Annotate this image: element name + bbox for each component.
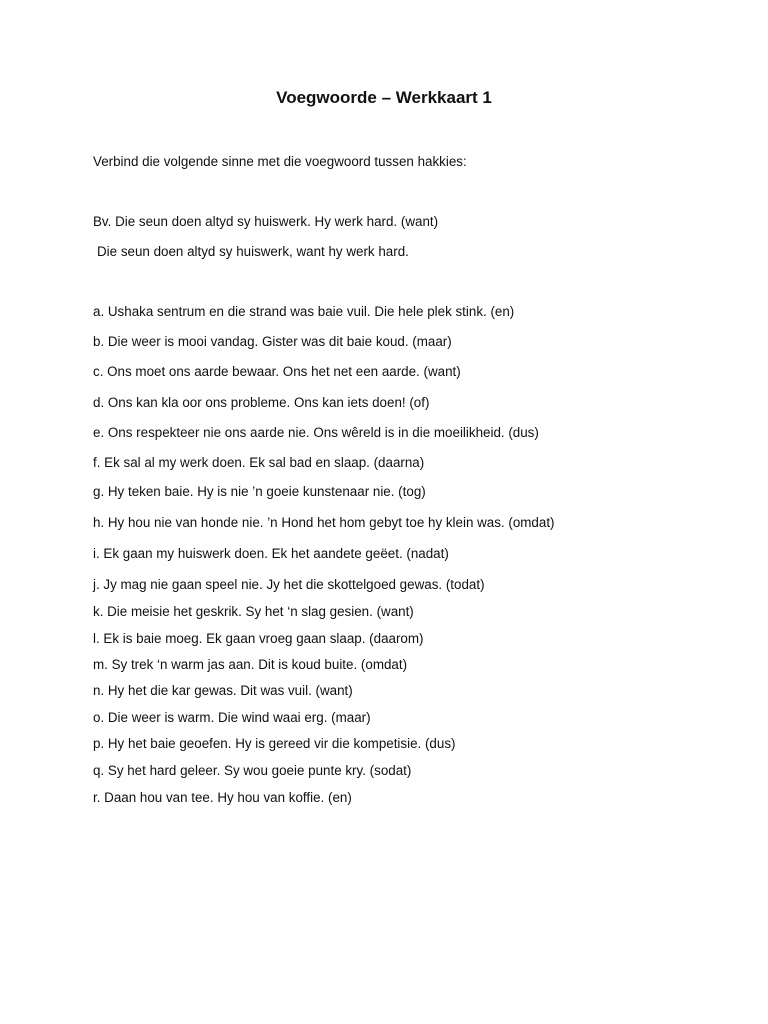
exercise-item-f: f. Ek sal al my werk doen. Ek sal bad en slaap. (daarna): [93, 455, 425, 470]
exercise-item-i: i. Ek gaan my huiswerk doen. Ek het aandete geëet. (nadat): [93, 546, 449, 561]
exercise-item-e: e. Ons respekteer nie ons aarde nie. Ons wêreld is in die moeilikheid. (dus): [93, 425, 539, 440]
exercise-item-j: j. Jy mag nie gaan speel nie. Jy het die skottelgoed gewas. (todat): [93, 577, 485, 592]
page-title: Voegwoorde – Werkkaart 1: [276, 88, 492, 107]
exercise-item-b: b. Die weer is mooi vandag. Gister was dit baie koud. (maar): [93, 334, 452, 349]
exercise-item-m: m. Sy trek ‘n warm jas aan. Dit is koud buite. (omdat): [93, 657, 408, 672]
exercise-item-n: n. Hy het die kar gewas. Dit was vuil. (want): [93, 683, 353, 698]
exercise-item-o: o. Die weer is warm. Die wind waai erg. (maar): [93, 710, 371, 725]
exercise-item-a: a. Ushaka sentrum en die strand was baie vuil. Die hele plek stink. (en): [93, 304, 515, 319]
instruction-text: Verbind die volgende sinne met die voegwoord tussen hakkies:: [93, 154, 467, 169]
example-question: Bv. Die seun doen altyd sy huiswerk. Hy werk hard. (want): [93, 214, 439, 229]
exercise-item-p: p. Hy het baie geoefen. Hy is gereed vir die kompetisie. (dus): [93, 736, 456, 751]
exercise-item-c: c. Ons moet ons aarde bewaar. Ons het net een aarde. (want): [93, 364, 461, 379]
exercise-item-l: l. Ek is baie moeg. Ek gaan vroeg gaan slaap. (daarom): [93, 631, 424, 646]
example-answer: Die seun doen altyd sy huiswerk, want hy werk hard.: [97, 244, 409, 259]
exercise-item-g: g. Hy teken baie. Hy is nie ’n goeie kunstenaar nie. (tog): [93, 484, 426, 499]
exercise-item-r: r. Daan hou van tee. Hy hou van koffie. (en): [93, 790, 352, 805]
exercise-item-q: q. Sy het hard geleer. Sy wou goeie punte kry. (sodat): [93, 763, 412, 778]
exercise-item-h: h. Hy hou nie van honde nie. ’n Hond het hom gebyt toe hy klein was. (omdat): [93, 515, 555, 530]
exercise-item-k: k. Die meisie het geskrik. Sy het ‘n slag gesien. (want): [93, 604, 414, 619]
exercise-item-d: d. Ons kan kla oor ons probleme. Ons kan iets doen! (of): [93, 395, 430, 410]
